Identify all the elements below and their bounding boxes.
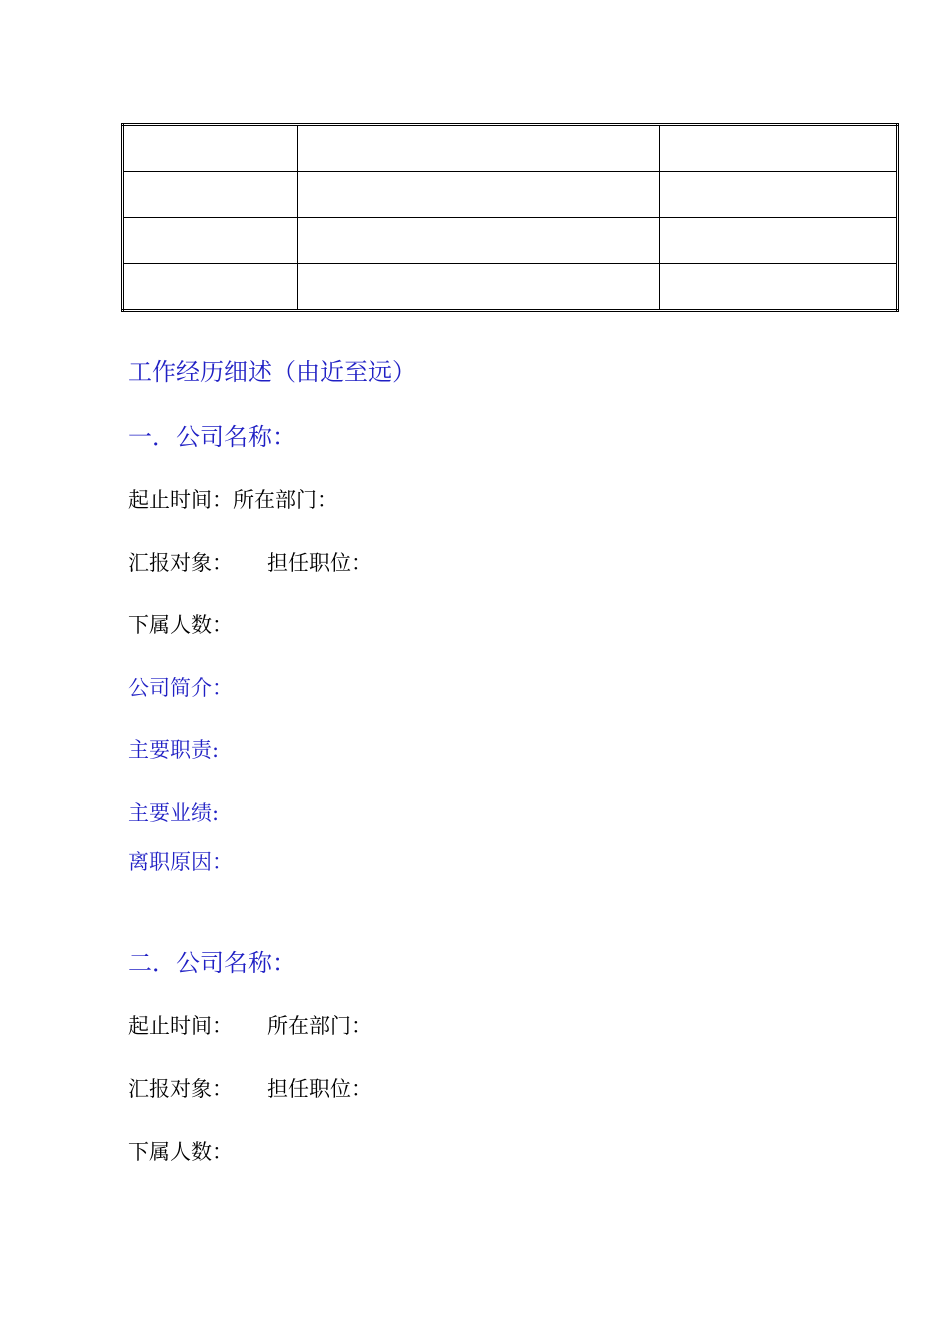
table-cell	[660, 172, 898, 218]
table-row	[123, 125, 898, 172]
company1-report-position-line	[128, 549, 372, 577]
company1-period-department-line	[128, 486, 338, 514]
company1-achievements-label: 主要业绩:	[128, 801, 220, 825]
position-label: 担任职位：	[267, 1077, 372, 1101]
company1-intro-label: 公司简介：	[128, 676, 233, 700]
table-row	[123, 218, 898, 264]
table-row	[123, 172, 898, 218]
table-cell	[298, 264, 660, 311]
company1-heading: 一．公司名称：	[128, 423, 296, 451]
period-label: 起止时间：	[128, 1014, 233, 1038]
table-cell	[660, 125, 898, 172]
company2-period-department-line	[128, 1012, 372, 1040]
table-cell	[298, 125, 660, 172]
table-cell	[660, 218, 898, 264]
table-cell	[123, 264, 298, 311]
table-cell	[123, 125, 298, 172]
company1-subordinates-label: 下属人数：	[128, 613, 233, 637]
department-label: 所在部门：	[267, 1014, 372, 1038]
section-title: 工作经历细述（由近至远）	[128, 358, 416, 386]
table-cell	[123, 218, 298, 264]
company1-leave-reason-label: 离职原因：	[128, 850, 233, 874]
company2-subordinates-label: 下属人数：	[128, 1140, 233, 1164]
table-cell	[298, 218, 660, 264]
position-label: 担任职位：	[267, 551, 372, 575]
department-label: 所在部门：	[233, 488, 338, 512]
report-to-label: 汇报对象：	[128, 1077, 233, 1101]
table-row	[123, 264, 898, 311]
company2-report-position-line	[128, 1075, 372, 1103]
table-cell	[298, 172, 660, 218]
period-label: 起止时间：	[128, 488, 233, 512]
table-cell	[123, 172, 298, 218]
company2-heading: 二．公司名称：	[128, 949, 296, 977]
empty-table	[121, 123, 899, 312]
company1-duties-label: 主要职责:	[128, 738, 220, 762]
table-cell	[660, 264, 898, 311]
report-to-label: 汇报对象：	[128, 551, 233, 575]
